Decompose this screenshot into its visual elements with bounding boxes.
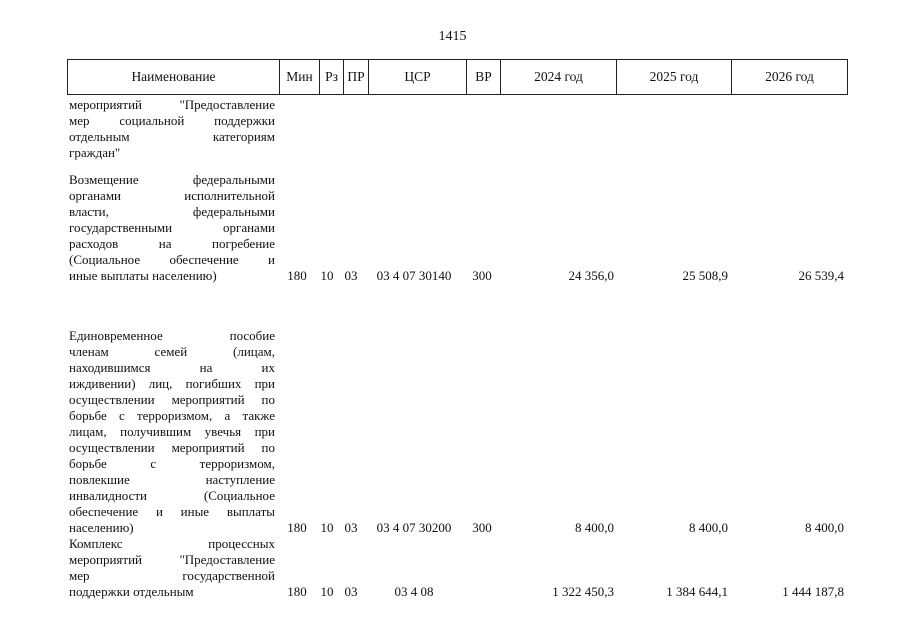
row-3-vr: 300 [472,520,492,535]
name-line: отдельным категориям [69,129,275,144]
name-line: членам семей (лицам, [69,344,275,359]
row-3-pr: 03 [344,520,358,535]
name-line: лицам, получившим увечья при [69,424,275,439]
row-4-y2026: 1 444 187,8 [782,584,844,599]
name-line: мероприятий "Предоставление [69,552,275,567]
header-csr: ЦСР [368,60,466,94]
header-vr: ВР [466,60,500,94]
header-min: Мин [279,60,319,94]
name-line: Комплекс процессных [69,536,275,551]
row-2-y2025: 25 508,9 [682,268,728,283]
name-line: поддержки отдельным [69,584,194,599]
name-line: иждивении) лиц, погибших при [69,376,275,391]
name-line: мер государственной [69,568,275,583]
row-2-vr: 300 [472,268,492,283]
row-2-y2024: 24 356,0 [568,268,614,283]
name-line: (Социальное обеспечение и [69,252,275,267]
name-line: населению) [69,520,134,535]
name-line: осуществлении мероприятий по [69,392,275,407]
row-3-y2026: 8 400,0 [805,520,844,535]
row-4-y2025: 1 384 644,1 [666,584,728,599]
row-2-name [69,172,275,284]
header-2026: 2026 год [731,60,847,94]
row-3-csr: 03 4 07 30200 [376,520,452,535]
row-1-name [69,97,275,161]
row-4-csr: 03 4 08 [394,584,434,599]
header-2024: 2024 год [500,60,616,94]
header-2025: 2025 год [616,60,731,94]
name-line: власти, федеральными [69,204,275,219]
name-line: осуществлении мероприятий по [69,440,275,455]
header-pr: ПР [343,60,368,94]
row-4-name [69,536,275,600]
name-line: Единовременное пособие [69,328,275,343]
row-3-min: 180 [287,520,307,535]
name-line: находившимся на их [69,360,275,375]
name-line: борьбе с терроризмом, [69,456,275,471]
row-4-pr: 03 [344,584,358,599]
name-line: Возмещение федеральными [69,172,275,187]
row-2-pr: 03 [344,268,358,283]
row-3-y2025: 8 400,0 [689,520,728,535]
page-number: 1415 [438,29,467,44]
table-header [67,59,848,95]
name-line: государственными органами [69,220,275,235]
header-rz: Рз [319,60,343,94]
row-3-rz: 10 [320,520,334,535]
name-line: обеспечение и иные выплаты [69,504,275,519]
row-4-y2024: 1 322 450,3 [552,584,614,599]
row-3-name [69,328,275,536]
name-line: повлекшие наступление [69,472,275,487]
row-2-csr: 03 4 07 30140 [376,268,452,283]
row-3-y2024: 8 400,0 [575,520,614,535]
header-name: Наименование [131,69,216,84]
row-2-y2026: 26 539,4 [798,268,844,283]
row-2-min: 180 [287,268,307,283]
name-line: мер социальной поддержки [69,113,275,128]
name-line: граждан" [69,145,121,160]
name-line: борьбе с терроризмом, а также [69,408,275,423]
name-line: расходов на погребение [69,236,275,251]
name-line: иные выплаты населению) [69,268,217,283]
row-4-rz: 10 [320,584,334,599]
name-line: мероприятий "Предоставление [69,97,275,112]
row-4-min: 180 [287,584,307,599]
row-2-rz: 10 [320,268,334,283]
name-line: инвалидности (Социальное [69,488,275,503]
name-line: органами исполнительной [69,188,275,203]
